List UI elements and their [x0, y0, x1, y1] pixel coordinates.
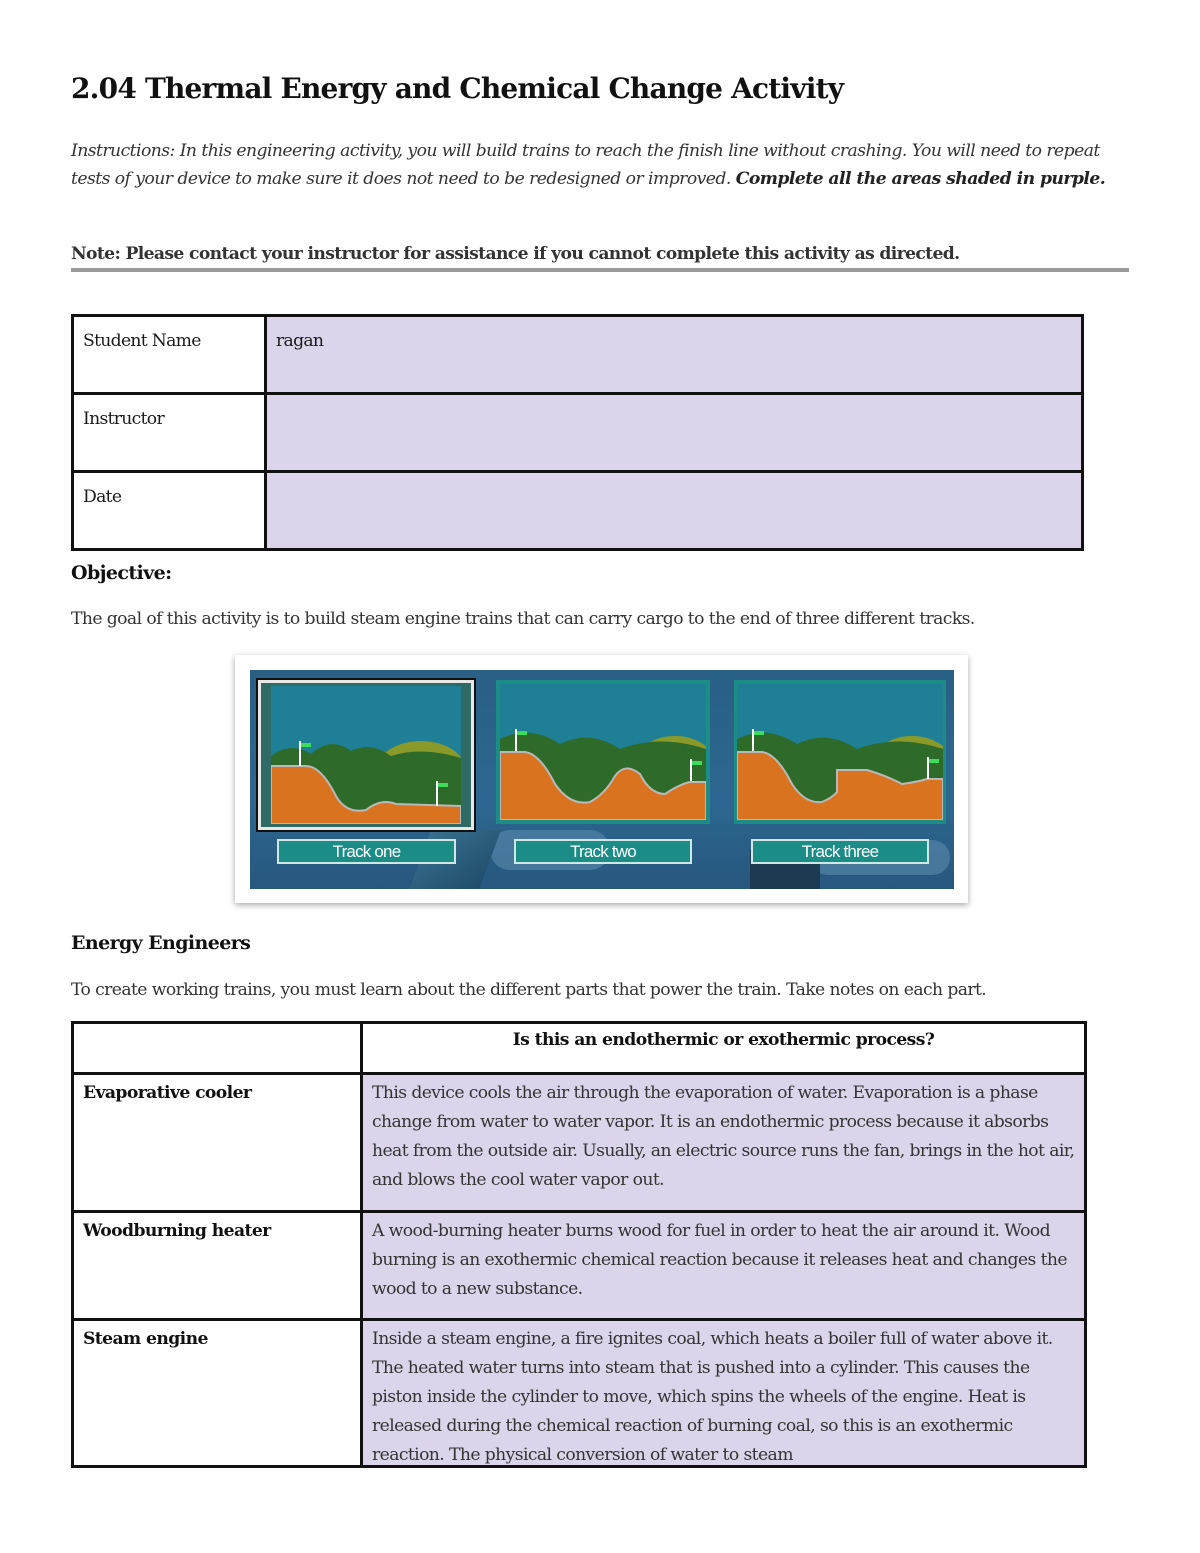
track-selection-image: [235, 655, 968, 903]
student-name-field[interactable]: ragan: [266, 316, 1083, 394]
energy-engineers-heading: Energy Engineers: [71, 932, 251, 954]
table-row: [73, 394, 1083, 472]
date-field[interactable]: [266, 472, 1083, 550]
part-description-text: Inside a steam engine, a fire ignites coal, which heats a boiler full of water above it. The heated water turns into steam that is pushed into a cylinder. This causes the piston inside the cylinder to move, which spins the wheels of the engine. Heat is released during the chemical reaction of burning coal, so this is an exothermic reaction. The physical conversion of water to steam: [372, 1329, 1053, 1465]
objective-heading: Objective:: [71, 562, 172, 584]
track-two-button[interactable]: Track two: [514, 839, 692, 864]
part-description-field[interactable]: This device cools the air through the evaporation of water. Evaporation is a phase change from water to water vapor. It is an endothermic process because it absorbs heat from the outside air. Usually, an electric source runs the fan, brings in the hot air, and blows the cool water vapor out.: [362, 1074, 1086, 1212]
track-three-terrain-icon: [737, 684, 943, 820]
table-row: [73, 472, 1083, 550]
energy-engineers-text: To create working trains, you must learn about the different parts that power the train. Take notes on each part.: [71, 980, 987, 1000]
student-name-label: Student Name: [73, 316, 266, 394]
table-row: [73, 316, 1083, 394]
track-one-preview[interactable]: [258, 680, 474, 830]
student-info-table: [71, 314, 1084, 551]
game-screen: [250, 670, 954, 889]
table-header-row: [73, 1023, 1086, 1074]
track-two-preview[interactable]: [496, 680, 710, 824]
instructions-text: [71, 138, 1131, 193]
horizontal-divider: [71, 268, 1129, 272]
instructions-bold: Complete all the areas shaded in purple.: [735, 168, 1106, 189]
instructor-field[interactable]: [266, 394, 1083, 472]
part-name-cell: Steam engine: [73, 1320, 362, 1467]
note-text: Note: Please contact your instructor for assistance if you cannot complete this activity as directed.: [71, 244, 960, 264]
part-name-cell: Woodburning heater: [73, 1212, 362, 1320]
page-title: 2.04 Thermal Energy and Chemical Change Activity: [71, 72, 844, 105]
header-cell-empty: [73, 1023, 362, 1074]
header-cell-question: Is this an endothermic or exothermic process?: [362, 1023, 1086, 1074]
part-description-field[interactable]: A wood-burning heater burns wood for fuel in order to heat the air around it. Wood burning is an exothermic chemical reaction because it releases heat and changes the wood to a new substance.: [362, 1212, 1086, 1320]
track-three-preview[interactable]: [734, 680, 946, 824]
instructions-italic: Instructions: In this engineering activity, you will build trains to reach the finish line without crashing. You will need to repeat tests of your device to make sure it does not need to be redesigned or improved.: [71, 141, 1100, 189]
table-row: [73, 1320, 1086, 1467]
part-description-field[interactable]: [362, 1320, 1086, 1467]
part-name-cell: Evaporative cooler: [73, 1074, 362, 1212]
track-one-button[interactable]: Track one: [277, 839, 456, 864]
track-three-button[interactable]: Track three: [751, 839, 929, 864]
table-row: [73, 1212, 1086, 1320]
track-one-terrain-icon: [271, 686, 461, 824]
objective-text: The goal of this activity is to build steam engine trains that can carry cargo to the end of three different tracks.: [71, 609, 975, 629]
instructor-label: Instructor: [73, 394, 266, 472]
track-two-terrain-icon: [500, 684, 706, 820]
table-row: [73, 1074, 1086, 1212]
energy-parts-table: [71, 1021, 1087, 1468]
date-label: Date: [73, 472, 266, 550]
